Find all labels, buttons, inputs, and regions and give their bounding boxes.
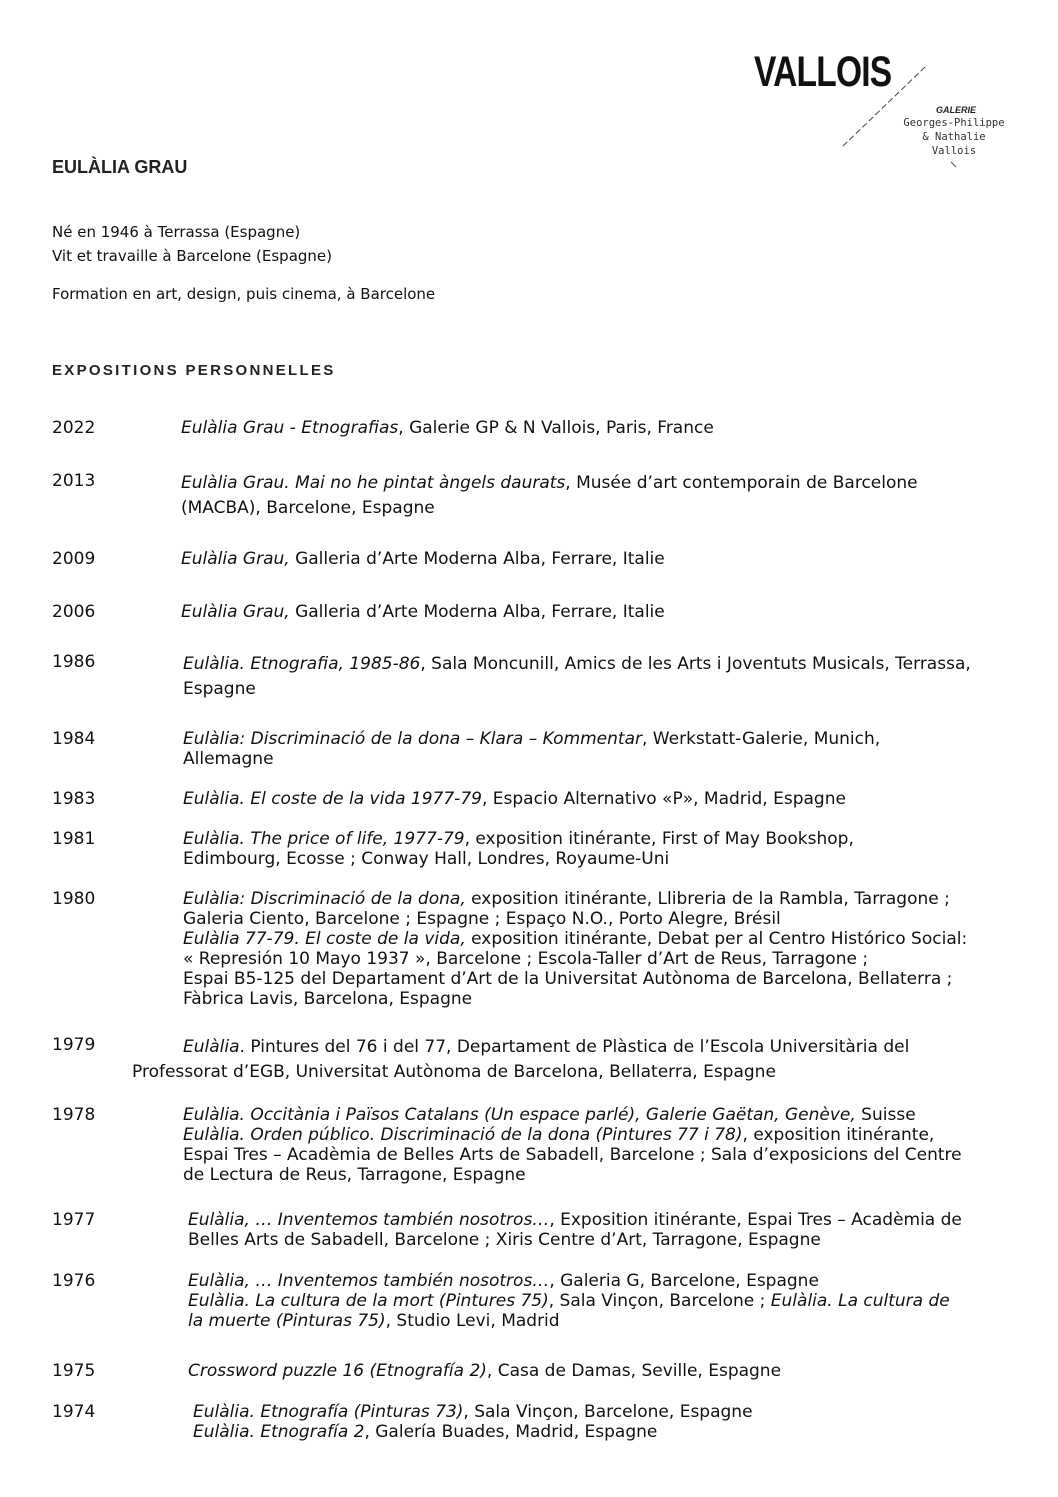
exhibition-title: Eulàlia Grau, (181, 602, 290, 622)
exhibition-details: , Werkstatt-Galerie, Munich, (642, 729, 881, 749)
exhibition-line (183, 969, 952, 989)
exhibition-title: Crossword puzzle 16 (Etnografía 2) (188, 1361, 487, 1381)
exhibition-line (183, 729, 880, 749)
gallery-logo (750, 48, 1040, 183)
exhibition-year: 1983 (52, 789, 96, 809)
exhibition-line (183, 789, 846, 809)
logo-galerie-label: GALERIE (936, 105, 977, 115)
exhibition-line (183, 849, 669, 869)
exhibition-details: Belles Arts de Sabadell, Barcelone ; Xiris Centre d’Art, Tarragone, Espagne (188, 1230, 821, 1250)
exhibition-details: (MACBA), Barcelone, Espagne (181, 498, 435, 518)
exhibition-title: la muerte (Pinturas 75) (188, 1311, 386, 1331)
exhibition-details: , Sala Vinçon, Barcelone, Espagne (463, 1402, 753, 1422)
exhibition-line (183, 929, 967, 949)
logo-name-line: Vallois (931, 145, 977, 157)
exhibition-year: 2013 (52, 471, 96, 491)
exhibition-line (181, 549, 665, 569)
exhibition-details: de Lectura de Reus, Tarragone, Espagne (183, 1165, 526, 1185)
exhibition-details: , Exposition itinérante, Espai Tres – Acadèmia de (549, 1210, 962, 1230)
exhibition-title: Eulàlia. La cultura de (770, 1291, 950, 1311)
exhibition-year: 1974 (52, 1402, 96, 1422)
exhibition-line (183, 949, 868, 969)
exhibition-year: 1981 (52, 829, 96, 849)
exhibition-line (183, 829, 854, 849)
exhibition-details: , Espacio Alternativo «P», Madrid, Espagne (481, 789, 846, 809)
exhibition-title: Eulàlia. Occitània i Països Catalans (Un espace parlé), Galerie Gaëtan, Genève, (183, 1105, 856, 1125)
exhibition-details: , Sala Vinçon, Barcelone ; (548, 1291, 771, 1311)
exhibition-year: 2022 (52, 418, 96, 438)
logo-gallery-name (896, 116, 1012, 158)
logo-wordmark: VALLOIS (754, 48, 892, 96)
exhibition-details: Espai B5-125 del Departament d’Art de la Universitat Autònoma de Barcelona, Bellaterra ; (183, 969, 953, 989)
artist-name: EULÀLIA GRAU (52, 157, 188, 177)
exhibition-line (181, 602, 665, 622)
exhibition-line (183, 1035, 909, 1060)
exhibition-year: 1980 (52, 889, 96, 909)
exhibition-year: 1975 (52, 1361, 96, 1381)
logo-name-line: & Nathalie (922, 131, 986, 143)
exhibition-title: Eulàlia. The price of life, 1977-79 (183, 829, 465, 849)
exhibition-details: , Galeria G, Barcelone, Espagne (549, 1271, 819, 1291)
exhibition-details: exposition itinérante, Debat per al Centro Histórico Social: (465, 929, 968, 949)
exhibition-title: Eulàlia, … Inventemos también nosotros… (188, 1271, 550, 1291)
exhibition-title: Eulàlia Grau, (181, 549, 290, 569)
exhibition-line (132, 1060, 776, 1085)
bio-education: Formation en art, design, puis cinema, à Barcelone (52, 285, 436, 303)
exhibition-details: Galleria d’Arte Moderna Alba, Ferrare, Italie (289, 602, 665, 622)
exhibition-line (183, 989, 472, 1009)
exhibition-title: Eulàlia: Discriminació de la dona – Klara – Kommentar (183, 729, 642, 749)
exhibition-line (188, 1291, 950, 1311)
exhibition-line (183, 1105, 916, 1125)
exhibition-details: Edimbourg, Ecosse ; Conway Hall, Londres, Royaume-Uni (183, 849, 670, 869)
exhibition-title: Eulàlia. Etnografía (Pinturas 73) (193, 1402, 464, 1422)
exhibition-line (188, 1311, 560, 1331)
exhibition-title: Eulàlia, … Inventemos también nosotros… (188, 1210, 550, 1230)
exhibition-line (181, 418, 714, 438)
exhibition-details: . Pintures del 76 i del 77, Departament de Plàstica de l’Escola Universitària del (239, 1037, 910, 1057)
exhibition-line (183, 652, 971, 677)
exhibition-line (183, 909, 781, 929)
exhibition-year: 2009 (52, 549, 96, 569)
exhibition-line (183, 1125, 934, 1145)
exhibition-details: Allemagne (183, 749, 274, 769)
exhibition-line (183, 677, 256, 702)
exhibition-details: , exposition itinérante, First of May Bookshop, (464, 829, 854, 849)
exhibition-details: , Studio Levi, Madrid (385, 1311, 560, 1331)
exhibition-title: Eulàlia. Orden público. Discriminació de la dona (Pintures 77 i 78) (183, 1125, 743, 1145)
exhibition-title: Eulàlia. Etnografia, 1985-86 (183, 654, 421, 674)
exhibition-details: , Sala Moncunill, Amics de les Arts i Joventuts Musicals, Terrassa, (420, 654, 971, 674)
exhibition-title: Eulàlia: Discriminació de la dona, (183, 889, 466, 909)
exhibition-line (183, 1165, 526, 1185)
exhibition-title: Eulàlia 77-79. El coste de la vida, (183, 929, 466, 949)
exhibition-details: Espagne (183, 679, 256, 699)
exhibition-title: Eulàlia. La cultura de la mort (Pintures 75) (188, 1291, 549, 1311)
exhibition-details: , Musée d’art contemporain de Barcelone (565, 473, 918, 493)
exhibition-title: Eulàlia (183, 1037, 240, 1057)
exhibition-title: Eulàlia. El coste de la vida 1977-79 (183, 789, 482, 809)
exhibition-line (183, 889, 950, 909)
exhibition-line (188, 1361, 781, 1381)
exhibition-line (193, 1422, 657, 1442)
exhibition-details: « Represión 10 Mayo 1937 », Barcelone ; Escola-Taller d’Art de Reus, Tarragone ; (183, 949, 869, 969)
exhibition-details: , Galería Buades, Madrid, Espagne (364, 1422, 658, 1442)
exhibition-year: 1976 (52, 1271, 96, 1291)
exhibition-year: 1978 (52, 1105, 96, 1125)
exhibition-year: 2006 (52, 602, 96, 622)
logo-name-line: Georges-Philippe (903, 117, 1005, 129)
exhibition-title: Eulàlia. Etnografía 2 (193, 1422, 365, 1442)
exhibition-year: 1977 (52, 1210, 96, 1230)
exhibition-line (183, 749, 274, 769)
exhibition-line (188, 1230, 821, 1250)
exhibition-line (181, 471, 918, 496)
exhibition-title: Eulàlia Grau - Etnografias (181, 418, 399, 438)
exhibition-line (188, 1271, 819, 1291)
section-title: EXPOSITIONS PERSONNELLES (52, 362, 336, 379)
exhibition-details: Fàbrica Lavis, Barcelona, Espagne (183, 989, 473, 1009)
exhibition-details: Espai Tres – Acadèmia de Belles Arts de Sabadell, Barcelone ; Sala d’exposicions del Centre (183, 1145, 962, 1165)
exhibition-line (193, 1402, 753, 1422)
exhibition-year: 1986 (52, 652, 96, 672)
exhibition-details: Galeria Ciento, Barcelone ; Espagne ; Espaço N.O., Porto Alegre, Brésil (183, 909, 781, 929)
exhibition-details: exposition itinérante, Llibreria de la Rambla, Tarragone ; (465, 889, 950, 909)
exhibition-details: Galleria d’Arte Moderna Alba, Ferrare, Italie (289, 549, 665, 569)
exhibition-details: Professorat d’EGB, Universitat Autònoma de Barcelona, Bellaterra, Espagne (132, 1062, 776, 1082)
exhibition-details: , exposition itinérante, (742, 1125, 935, 1145)
bio-residence: Vit et travaille à Barcelone (Espagne) (52, 247, 333, 265)
exhibition-details: , Casa de Damas, Seville, Espagne (486, 1361, 782, 1381)
exhibition-title: Eulàlia Grau. Mai no he pintat àngels daurats (181, 473, 566, 493)
exhibition-line (188, 1210, 962, 1230)
exhibition-details: , Galerie GP & N Vallois, Paris, France (398, 418, 714, 438)
logo-tick-icon (950, 161, 958, 169)
bio-birth: Né en 1946 à Terrassa (Espagne) (52, 223, 301, 241)
exhibition-line (181, 496, 435, 521)
exhibition-year: 1979 (52, 1035, 96, 1055)
exhibition-year: 1984 (52, 729, 96, 749)
exhibition-line (183, 1145, 962, 1165)
exhibition-details: Suisse (855, 1105, 916, 1125)
